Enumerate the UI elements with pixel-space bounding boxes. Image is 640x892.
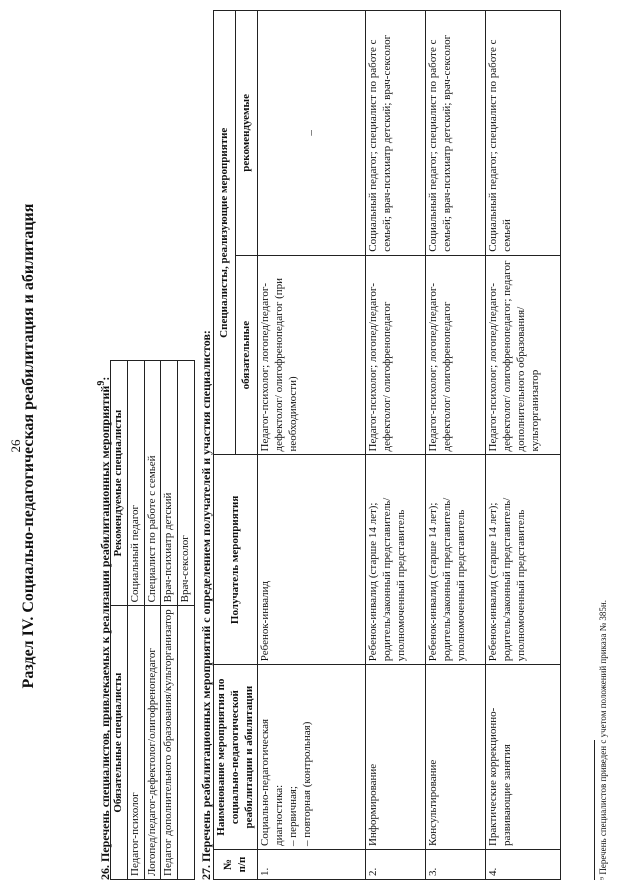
t27-cell-num: 4. [486, 850, 561, 880]
t27-cell-recommended: Социальный педагог; специалист по работе с семьей; врач-психиатр детский; врач-сексолог [426, 11, 486, 256]
page-number: 26 [8, 439, 23, 453]
t27-cell-required: Педагог-психолог; логопед/педагог-дефектолог/ олигофренопедагог (при необходимости) [258, 255, 366, 455]
t27-cell-recipient: Ребенок-инвалид (старше 14 лет); родитель/законный представитель/ уполномоченный представитель [426, 455, 486, 665]
table-row [366, 11, 426, 880]
t27-head-name: Наименование мероприятия по социально-педагогической реабилитации и абилитации [214, 665, 258, 850]
t27-name-text: Социально-педагогическая диагностика: [259, 718, 285, 847]
t27-cell-name: Консультирование [426, 665, 486, 850]
t27-name-item: – повторная (контрольная) [300, 721, 313, 847]
t26-head-required: Обязательные специалисты [111, 606, 128, 880]
t27-cell-name: Информирование [366, 665, 426, 850]
footnote-mark: 9 [96, 380, 107, 386]
t26-cell-recommended: Врач-сексолог [178, 361, 195, 606]
t27-cell-required: Педагог-психолог; логопед/педагог-дефектолог/ олигофренопедагог [366, 255, 426, 455]
t27-cell-recipient: Ребенок-инвалид (старше 14 лет); родитель/законный представитель/ уполномоченный представитель [366, 455, 426, 665]
t27-cell-num: 1. [258, 850, 366, 880]
footnote-divider [594, 740, 595, 880]
table-row [178, 361, 195, 880]
table-row [258, 11, 366, 880]
table-row [127, 361, 144, 880]
t27-cell-required: Педагог-психолог; логопед/педагог-дефектолог/ олигофренопедагог [426, 255, 486, 455]
footnote: ⁹ Перечень специалистов приведен с учетом положений приказа № 385н. [598, 600, 608, 880]
specialists-table [110, 360, 195, 880]
t26-cell-required: Педагог-психолог [127, 606, 144, 880]
table27-caption: 27. Перечень реабилитационных мероприятий с определением получателей и участия специалистов: [199, 330, 213, 880]
t27-head-recipient: Получатель мероприятия [214, 455, 258, 665]
t26-cell-required [178, 606, 195, 880]
measures-table [213, 10, 561, 880]
table26-caption-text: 26. Перечень специалистов, привлекаемых к реализации реабилитационных мероприятий [98, 385, 112, 880]
t26-cell-required: Логопед/педагог-дефектолог/олигофренопедагог [144, 606, 161, 880]
t27-cell-recipient: Ребенок-инвалид (старше 14 лет); родитель/законный представитель/ уполномоченный представитель [486, 455, 561, 665]
t27-cell-name: Практические коррекционно-развивающие занятия [486, 665, 561, 850]
t27-head-recommended: рекомендуемые [236, 11, 258, 256]
t26-head-recommended: Рекомендуемые специалисты [111, 361, 128, 606]
t27-cell-num: 3. [426, 850, 486, 880]
t27-cell-recommended: – [258, 11, 366, 256]
t27-head-num: № п/п [214, 850, 258, 880]
t26-cell-recommended: Социальный педагог [127, 361, 144, 606]
t27-head-required: обязательные [236, 255, 258, 455]
table-row [486, 11, 561, 880]
t27-cell-recommended: Социальный педагог; специалист по работе с семьей [486, 11, 561, 256]
t26-cell-recommended: Специалист по работе с семьей [144, 361, 161, 606]
t27-name-item: – первичная; [286, 786, 299, 847]
t26-cell-recommended: Врач-психиатр детский [161, 361, 178, 606]
table-row [161, 361, 178, 880]
t27-cell-required: Педагог-психолог; логопед/педагог-дефектолог/ олигофренопедагог; педагог дополнительного образования/культорганизатор [486, 255, 561, 455]
table-row [426, 11, 486, 880]
t27-cell-recommended: Социальный педагог; специалист по работе с семьей; врач-психиатр детский; врач-сексолог [366, 11, 426, 256]
t27-cell-num: 2. [366, 850, 426, 880]
t27-cell-name [258, 665, 366, 850]
section-title: Раздел IV. Социально-педагогическая реабилитация и абилитация [20, 203, 37, 689]
t26-cell-required: Педагог дополнительного образования/культорганизатор [161, 606, 178, 880]
t27-cell-recipient: Ребенок-инвалид [258, 455, 366, 665]
table26-caption: 26. Перечень специалистов, привлекаемых к реализации реабилитационных мероприятий$^9$: [96, 376, 112, 880]
t27-head-specialists: Специалисты, реализующие мероприятие [214, 11, 236, 456]
table-row [144, 361, 161, 880]
